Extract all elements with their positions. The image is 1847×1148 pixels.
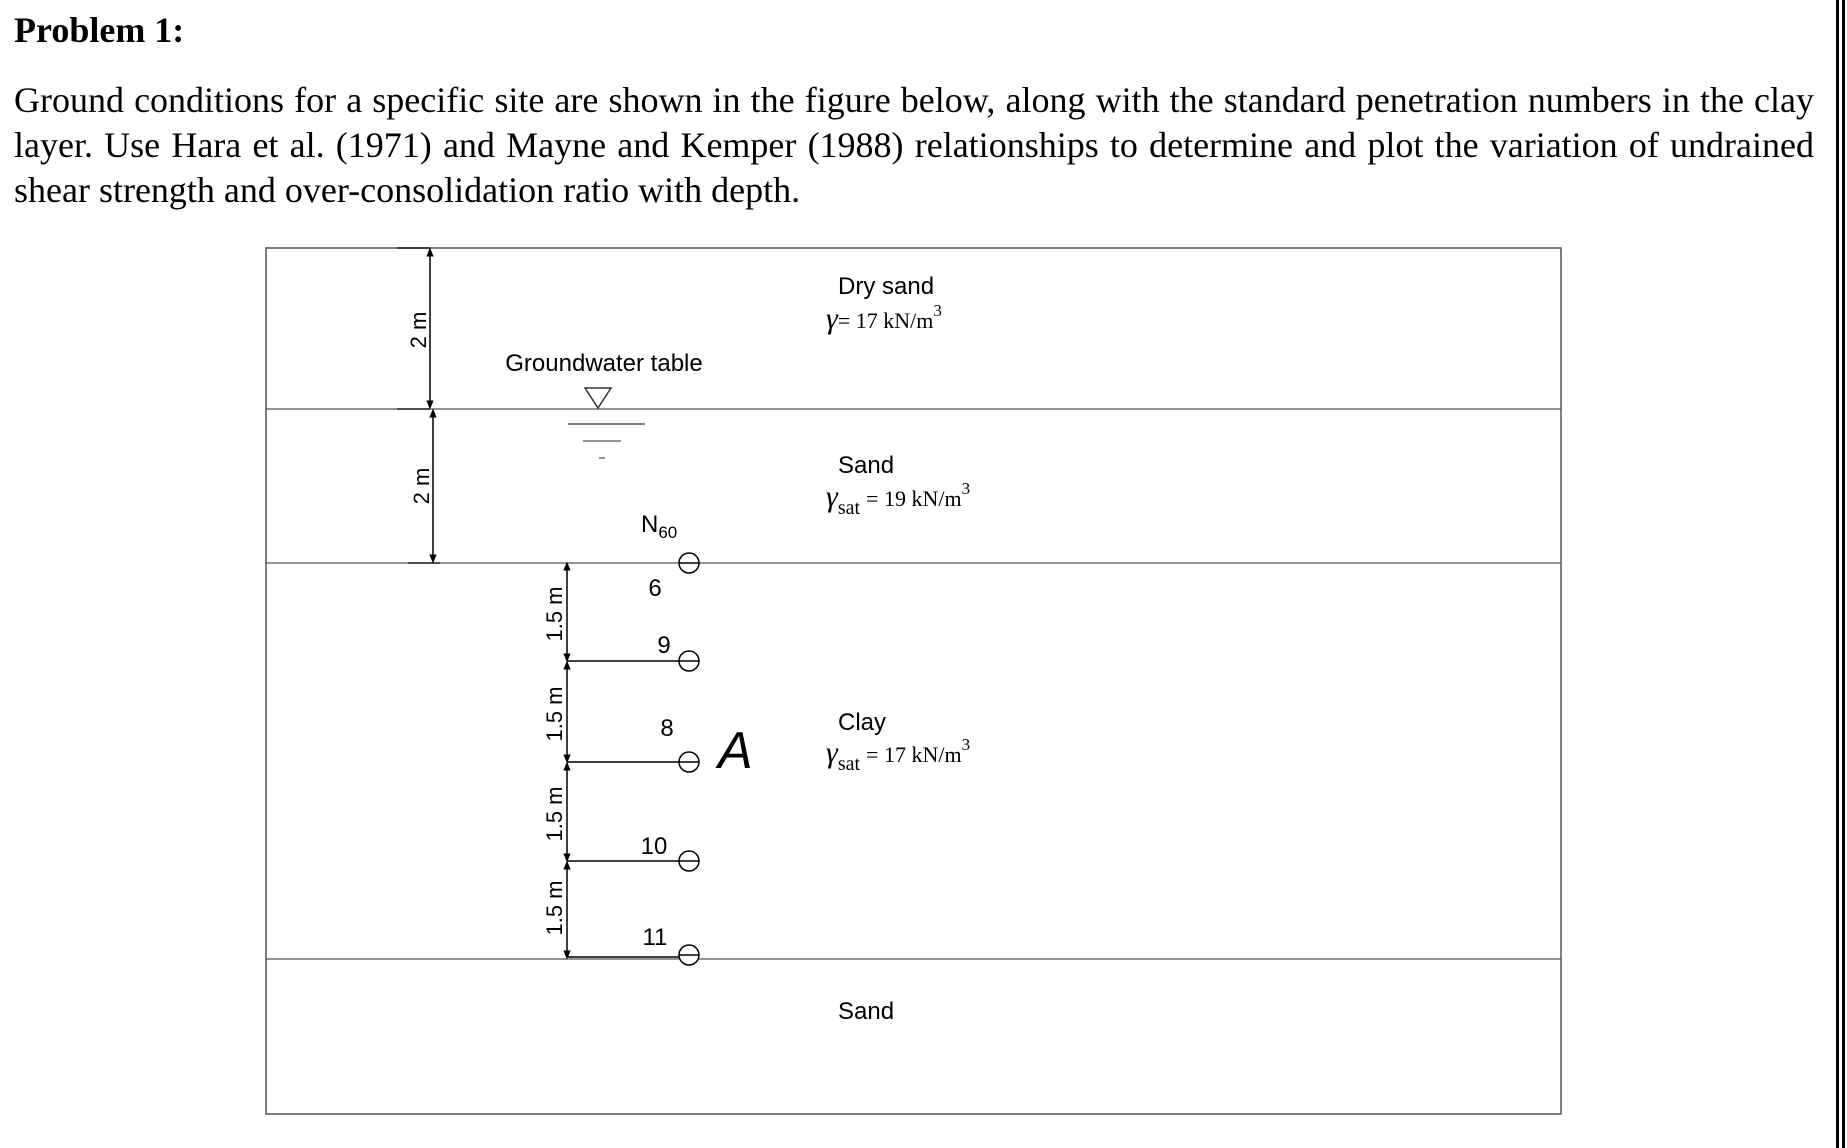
clay-dim-label-2: 1.5 m bbox=[542, 686, 567, 742]
figure-frame bbox=[266, 248, 1561, 1114]
n60-value-3: 8 bbox=[660, 715, 674, 742]
groundwater-table-symbol bbox=[568, 388, 645, 458]
layer-3-unit-weight: γsat = 17 $kN/m^3$ bbox=[826, 735, 971, 775]
layer-1-unit-weight: γ= 17 $kN/m^3$ bbox=[826, 301, 942, 335]
dim-label-sand: 2 m bbox=[409, 467, 434, 505]
handwritten-mark-a: A bbox=[718, 722, 753, 780]
n60-value-2: 9 bbox=[657, 632, 671, 659]
left-dimension-lines bbox=[397, 248, 440, 563]
n60-value-5: 11 bbox=[642, 924, 668, 951]
layer-1-name: Dry sand bbox=[838, 273, 935, 300]
n60-header: $N_{60}$ bbox=[641, 511, 678, 542]
layer-4-name: Sand bbox=[838, 998, 895, 1025]
clay-dim-label-1: 1.5 m bbox=[542, 586, 567, 642]
n60-value-4: 10 bbox=[640, 833, 668, 860]
layer-2-name: Sand bbox=[838, 452, 895, 479]
clay-dim-label-3: 1.5 m bbox=[542, 786, 567, 842]
problem-statement: Ground conditions for a specific site are shown in the figure below, along with the standard penetration numbers in the clay layer. Use Hara et al. (1971) and Mayne and Kemper (1988) relationships to determine and plot the variation of undrained shear strength and over-consolidation ratio with depth. bbox=[14, 80, 1814, 210]
n60-value-1: 6 bbox=[648, 575, 662, 602]
groundwater-table-label: Groundwater table bbox=[505, 350, 703, 377]
problem-title: Problem 1: bbox=[14, 10, 185, 50]
dim-label-dry-sand: 2 m bbox=[406, 311, 431, 349]
layer-3-name: Clay bbox=[838, 709, 887, 736]
spt-sample-markers bbox=[679, 553, 699, 965]
spt-test-levels bbox=[567, 661, 680, 957]
clay-dim-label-4: 1.5 m bbox=[542, 880, 567, 936]
layer-2-unit-weight: γsat = 19 $kN/m^3$ bbox=[826, 479, 971, 519]
